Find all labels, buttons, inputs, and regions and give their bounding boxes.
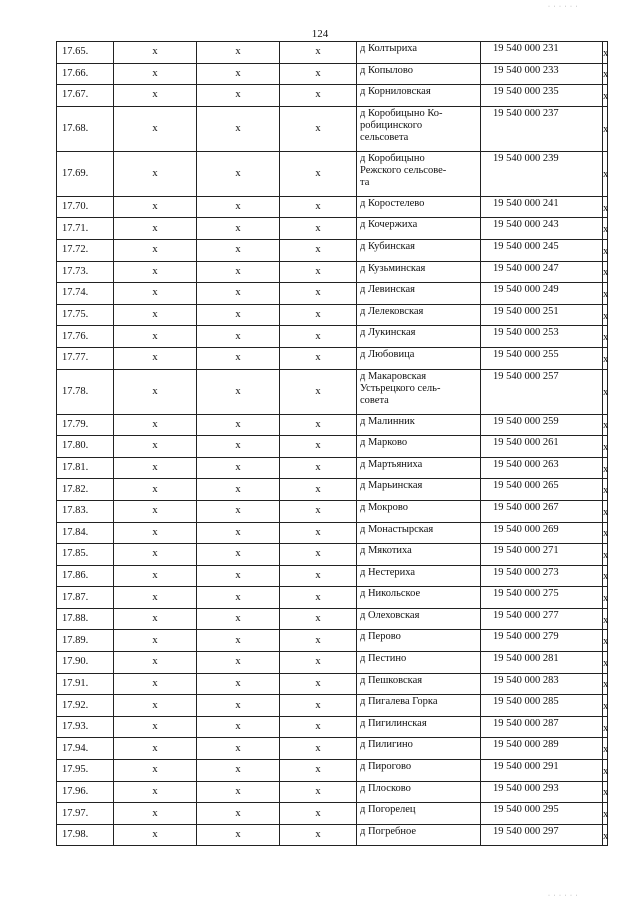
col1-cell: x <box>114 85 197 107</box>
col2-cell: x <box>197 196 280 218</box>
col3-cell: x <box>280 196 357 218</box>
okato-code-cell: 19 540 000 271 <box>481 544 603 566</box>
col1-cell: x <box>114 630 197 652</box>
registry-table-body <box>57 42 608 846</box>
settlement-name-cell: д Пестино <box>357 652 481 674</box>
settlement-name-cell: д Пигалева Горка <box>357 695 481 717</box>
col3-cell: x <box>280 608 357 630</box>
table-row <box>57 522 608 544</box>
row-number-cell: 17.91. <box>57 673 114 695</box>
col7-cell: x <box>603 196 608 218</box>
col2-cell: x <box>197 151 280 196</box>
okato-code-cell: 19 540 000 259 <box>481 414 603 436</box>
settlement-name-cell: д Олеховская <box>357 608 481 630</box>
okato-code-cell: 19 540 000 289 <box>481 738 603 760</box>
table-row <box>57 760 608 782</box>
col7-cell: x <box>603 326 608 348</box>
settlement-name-cell: д Любовица <box>357 347 481 369</box>
table-row <box>57 436 608 458</box>
col3-cell: x <box>280 522 357 544</box>
row-number-cell: 17.77. <box>57 347 114 369</box>
col3-cell: x <box>280 544 357 566</box>
table-row <box>57 716 608 738</box>
col3-cell: x <box>280 261 357 283</box>
col1-cell: x <box>114 500 197 522</box>
okato-code-cell: 19 540 000 275 <box>481 587 603 609</box>
col1-cell: x <box>114 716 197 738</box>
row-number-cell: 17.81. <box>57 457 114 479</box>
col3-cell: x <box>280 414 357 436</box>
col3-cell: x <box>280 652 357 674</box>
okato-code-cell: 19 540 000 255 <box>481 347 603 369</box>
col2-cell: x <box>197 738 280 760</box>
okato-code-cell: 19 540 000 285 <box>481 695 603 717</box>
col3-cell: x <box>280 716 357 738</box>
col3-cell: x <box>280 781 357 803</box>
col7-cell: x <box>603 151 608 196</box>
settlement-name-cell: д Пилигино <box>357 738 481 760</box>
col1-cell: x <box>114 304 197 326</box>
table-row <box>57 544 608 566</box>
row-number-cell: 17.74. <box>57 283 114 305</box>
col3-cell: x <box>280 218 357 240</box>
col2-cell: x <box>197 218 280 240</box>
col2-cell: x <box>197 106 280 151</box>
col7-cell: x <box>603 304 608 326</box>
settlement-name-cell: д Лелековская <box>357 304 481 326</box>
col7-cell: x <box>603 42 608 64</box>
col2-cell: x <box>197 760 280 782</box>
table-row <box>57 630 608 652</box>
col1-cell: x <box>114 695 197 717</box>
settlement-name-cell: д Пигилинская <box>357 716 481 738</box>
col3-cell: x <box>280 673 357 695</box>
settlement-name-cell: д Корниловская <box>357 85 481 107</box>
table-row <box>57 565 608 587</box>
settlement-name-cell: д Колтыриха <box>357 42 481 64</box>
settlement-name-cell: д Коробицыно Ко- робицинского сельсовета <box>357 106 481 151</box>
row-number-cell: 17.90. <box>57 652 114 674</box>
row-number-cell: 17.86. <box>57 565 114 587</box>
col2-cell: x <box>197 261 280 283</box>
col7-cell: x <box>603 218 608 240</box>
col1-cell: x <box>114 522 197 544</box>
okato-code-cell: 19 540 000 243 <box>481 218 603 240</box>
okato-code-cell: 19 540 000 253 <box>481 326 603 348</box>
col3-cell: x <box>280 304 357 326</box>
col7-cell: x <box>603 436 608 458</box>
col2-cell: x <box>197 63 280 85</box>
row-number-cell: 17.83. <box>57 500 114 522</box>
col7-cell: x <box>603 652 608 674</box>
okato-code-cell: 19 540 000 287 <box>481 716 603 738</box>
col1-cell: x <box>114 673 197 695</box>
row-number-cell: 17.94. <box>57 738 114 760</box>
okato-code-cell: 19 540 000 263 <box>481 457 603 479</box>
col3-cell: x <box>280 587 357 609</box>
okato-code-cell: 19 540 000 257 <box>481 369 603 414</box>
table-row <box>57 304 608 326</box>
row-number-cell: 17.89. <box>57 630 114 652</box>
settlement-name-cell: д Малинник <box>357 414 481 436</box>
col7-cell: x <box>603 479 608 501</box>
settlement-name-cell: д Пирогово <box>357 760 481 782</box>
settlement-name-cell: д Макаровская Устьрецкого сель- совета <box>357 369 481 414</box>
col7-cell: x <box>603 673 608 695</box>
table-row <box>57 261 608 283</box>
col7-cell: x <box>603 630 608 652</box>
col2-cell: x <box>197 457 280 479</box>
table-row <box>57 781 608 803</box>
okato-code-cell: 19 540 000 293 <box>481 781 603 803</box>
okato-code-cell: 19 540 000 267 <box>481 500 603 522</box>
settlement-name-cell: д Погребное <box>357 824 481 846</box>
settlement-name-cell: д Плосково <box>357 781 481 803</box>
col7-cell: x <box>603 63 608 85</box>
scan-artifact: · · · · · · <box>548 4 579 10</box>
okato-code-cell: 19 540 000 281 <box>481 652 603 674</box>
row-number-cell: 17.98. <box>57 824 114 846</box>
col2-cell: x <box>197 347 280 369</box>
col1-cell: x <box>114 347 197 369</box>
col3-cell: x <box>280 239 357 261</box>
col2-cell: x <box>197 522 280 544</box>
okato-code-cell: 19 540 000 297 <box>481 824 603 846</box>
col2-cell: x <box>197 544 280 566</box>
row-number-cell: 17.69. <box>57 151 114 196</box>
table-row <box>57 283 608 305</box>
table-row <box>57 652 608 674</box>
col7-cell: x <box>603 544 608 566</box>
table-row <box>57 63 608 85</box>
row-number-cell: 17.65. <box>57 42 114 64</box>
row-number-cell: 17.93. <box>57 716 114 738</box>
col3-cell: x <box>280 738 357 760</box>
col7-cell: x <box>603 500 608 522</box>
col3-cell: x <box>280 695 357 717</box>
table-row <box>57 608 608 630</box>
table-row <box>57 587 608 609</box>
table-row <box>57 803 608 825</box>
settlement-name-cell: д Кузьминская <box>357 261 481 283</box>
col3-cell: x <box>280 151 357 196</box>
settlement-name-cell: д Марково <box>357 436 481 458</box>
okato-code-cell: 19 540 000 249 <box>481 283 603 305</box>
col1-cell: x <box>114 196 197 218</box>
col1-cell: x <box>114 218 197 240</box>
col2-cell: x <box>197 239 280 261</box>
col1-cell: x <box>114 479 197 501</box>
col7-cell: x <box>603 283 608 305</box>
col7-cell: x <box>603 106 608 151</box>
col3-cell: x <box>280 42 357 64</box>
table-row <box>57 326 608 348</box>
row-number-cell: 17.84. <box>57 522 114 544</box>
settlement-name-cell: д Мартьяниха <box>357 457 481 479</box>
settlement-name-cell: д Копылово <box>357 63 481 85</box>
settlement-name-cell: д Пешковская <box>357 673 481 695</box>
col7-cell: x <box>603 803 608 825</box>
col1-cell: x <box>114 652 197 674</box>
col1-cell: x <box>114 63 197 85</box>
settlement-name-cell: д Коробицыно Режского сельсове- та <box>357 151 481 196</box>
table-row <box>57 85 608 107</box>
okato-code-cell: 19 540 000 247 <box>481 261 603 283</box>
row-number-cell: 17.82. <box>57 479 114 501</box>
okato-code-cell: 19 540 000 261 <box>481 436 603 458</box>
col3-cell: x <box>280 369 357 414</box>
row-number-cell: 17.80. <box>57 436 114 458</box>
okato-code-cell: 19 540 000 237 <box>481 106 603 151</box>
col3-cell: x <box>280 283 357 305</box>
row-number-cell: 17.68. <box>57 106 114 151</box>
row-number-cell: 17.95. <box>57 760 114 782</box>
row-number-cell: 17.71. <box>57 218 114 240</box>
col1-cell: x <box>114 106 197 151</box>
col1-cell: x <box>114 326 197 348</box>
col1-cell: x <box>114 261 197 283</box>
settlement-name-cell: д Лукинская <box>357 326 481 348</box>
col1-cell: x <box>114 544 197 566</box>
row-number-cell: 17.78. <box>57 369 114 414</box>
okato-code-cell: 19 540 000 251 <box>481 304 603 326</box>
col1-cell: x <box>114 760 197 782</box>
table-row <box>57 347 608 369</box>
col7-cell: x <box>603 824 608 846</box>
col3-cell: x <box>280 803 357 825</box>
col7-cell: x <box>603 738 608 760</box>
okato-code-cell: 19 540 000 279 <box>481 630 603 652</box>
col2-cell: x <box>197 652 280 674</box>
row-number-cell: 17.72. <box>57 239 114 261</box>
col7-cell: x <box>603 457 608 479</box>
col7-cell: x <box>603 261 608 283</box>
col1-cell: x <box>114 781 197 803</box>
col7-cell: x <box>603 587 608 609</box>
col3-cell: x <box>280 457 357 479</box>
table-row <box>57 457 608 479</box>
settlement-name-cell: д Левинская <box>357 283 481 305</box>
col2-cell: x <box>197 85 280 107</box>
col7-cell: x <box>603 522 608 544</box>
okato-code-cell: 19 540 000 269 <box>481 522 603 544</box>
table-row <box>57 369 608 414</box>
table-row <box>57 196 608 218</box>
col2-cell: x <box>197 500 280 522</box>
col2-cell: x <box>197 716 280 738</box>
col3-cell: x <box>280 63 357 85</box>
row-number-cell: 17.85. <box>57 544 114 566</box>
col2-cell: x <box>197 803 280 825</box>
col3-cell: x <box>280 326 357 348</box>
col2-cell: x <box>197 781 280 803</box>
col7-cell: x <box>603 414 608 436</box>
col1-cell: x <box>114 565 197 587</box>
okato-code-cell: 19 540 000 295 <box>481 803 603 825</box>
col2-cell: x <box>197 283 280 305</box>
col1-cell: x <box>114 738 197 760</box>
page-number: 124 <box>311 28 329 40</box>
row-number-cell: 17.66. <box>57 63 114 85</box>
col2-cell: x <box>197 587 280 609</box>
col3-cell: x <box>280 500 357 522</box>
col3-cell: x <box>280 824 357 846</box>
col7-cell: x <box>603 695 608 717</box>
settlement-name-cell: д Мокрово <box>357 500 481 522</box>
col2-cell: x <box>197 369 280 414</box>
col1-cell: x <box>114 369 197 414</box>
scan-artifact: · · · · · · <box>548 893 579 899</box>
okato-code-cell: 19 540 000 231 <box>481 42 603 64</box>
col3-cell: x <box>280 85 357 107</box>
row-number-cell: 17.75. <box>57 304 114 326</box>
row-number-cell: 17.88. <box>57 608 114 630</box>
col1-cell: x <box>114 42 197 64</box>
col1-cell: x <box>114 608 197 630</box>
settlement-name-cell: д Марьинская <box>357 479 481 501</box>
okato-code-cell: 19 540 000 265 <box>481 479 603 501</box>
col3-cell: x <box>280 760 357 782</box>
okato-code-cell: 19 540 000 283 <box>481 673 603 695</box>
col7-cell: x <box>603 565 608 587</box>
row-number-cell: 17.79. <box>57 414 114 436</box>
col1-cell: x <box>114 239 197 261</box>
table-row <box>57 239 608 261</box>
col2-cell: x <box>197 42 280 64</box>
okato-code-cell: 19 540 000 273 <box>481 565 603 587</box>
row-number-cell: 17.70. <box>57 196 114 218</box>
col7-cell: x <box>603 347 608 369</box>
col7-cell: x <box>603 781 608 803</box>
col1-cell: x <box>114 824 197 846</box>
col1-cell: x <box>114 587 197 609</box>
table-row <box>57 106 608 151</box>
col7-cell: x <box>603 239 608 261</box>
col3-cell: x <box>280 479 357 501</box>
settlement-name-cell: д Нестериха <box>357 565 481 587</box>
row-number-cell: 17.76. <box>57 326 114 348</box>
settlement-name-cell: д Мякотиха <box>357 544 481 566</box>
row-number-cell: 17.97. <box>57 803 114 825</box>
table-row <box>57 695 608 717</box>
col2-cell: x <box>197 304 280 326</box>
col2-cell: x <box>197 608 280 630</box>
col7-cell: x <box>603 85 608 107</box>
col3-cell: x <box>280 106 357 151</box>
col1-cell: x <box>114 803 197 825</box>
table-row <box>57 824 608 846</box>
col2-cell: x <box>197 565 280 587</box>
row-number-cell: 17.73. <box>57 261 114 283</box>
okato-code-cell: 19 540 000 241 <box>481 196 603 218</box>
table-row <box>57 218 608 240</box>
table-row <box>57 151 608 196</box>
okato-code-cell: 19 540 000 277 <box>481 608 603 630</box>
row-number-cell: 17.92. <box>57 695 114 717</box>
col7-cell: x <box>603 369 608 414</box>
row-number-cell: 17.96. <box>57 781 114 803</box>
col3-cell: x <box>280 630 357 652</box>
settlement-name-cell: д Никольское <box>357 587 481 609</box>
col3-cell: x <box>280 565 357 587</box>
col7-cell: x <box>603 608 608 630</box>
settlement-name-cell: д Кубинская <box>357 239 481 261</box>
col1-cell: x <box>114 414 197 436</box>
table-row <box>57 414 608 436</box>
settlement-name-cell: д Монастырская <box>357 522 481 544</box>
okato-code-cell: 19 540 000 233 <box>481 63 603 85</box>
col2-cell: x <box>197 673 280 695</box>
col2-cell: x <box>197 436 280 458</box>
okato-code-cell: 19 540 000 235 <box>481 85 603 107</box>
col2-cell: x <box>197 824 280 846</box>
col1-cell: x <box>114 283 197 305</box>
col2-cell: x <box>197 695 280 717</box>
okato-code-cell: 19 540 000 245 <box>481 239 603 261</box>
settlement-name-cell: д Перово <box>357 630 481 652</box>
col7-cell: x <box>603 760 608 782</box>
col3-cell: x <box>280 347 357 369</box>
col1-cell: x <box>114 436 197 458</box>
table-row <box>57 500 608 522</box>
col2-cell: x <box>197 630 280 652</box>
okato-code-cell: 19 540 000 291 <box>481 760 603 782</box>
col2-cell: x <box>197 326 280 348</box>
row-number-cell: 17.67. <box>57 85 114 107</box>
settlement-name-cell: д Погорелец <box>357 803 481 825</box>
settlement-name-cell: д Кочержиха <box>357 218 481 240</box>
table-row <box>57 673 608 695</box>
table-row <box>57 42 608 64</box>
col2-cell: x <box>197 414 280 436</box>
row-number-cell: 17.87. <box>57 587 114 609</box>
table-row <box>57 479 608 501</box>
table-row <box>57 738 608 760</box>
col7-cell: x <box>603 716 608 738</box>
col1-cell: x <box>114 457 197 479</box>
col1-cell: x <box>114 151 197 196</box>
okato-code-cell: 19 540 000 239 <box>481 151 603 196</box>
col3-cell: x <box>280 436 357 458</box>
settlement-registry-table <box>56 41 608 846</box>
col2-cell: x <box>197 479 280 501</box>
settlement-name-cell: д Коростелево <box>357 196 481 218</box>
